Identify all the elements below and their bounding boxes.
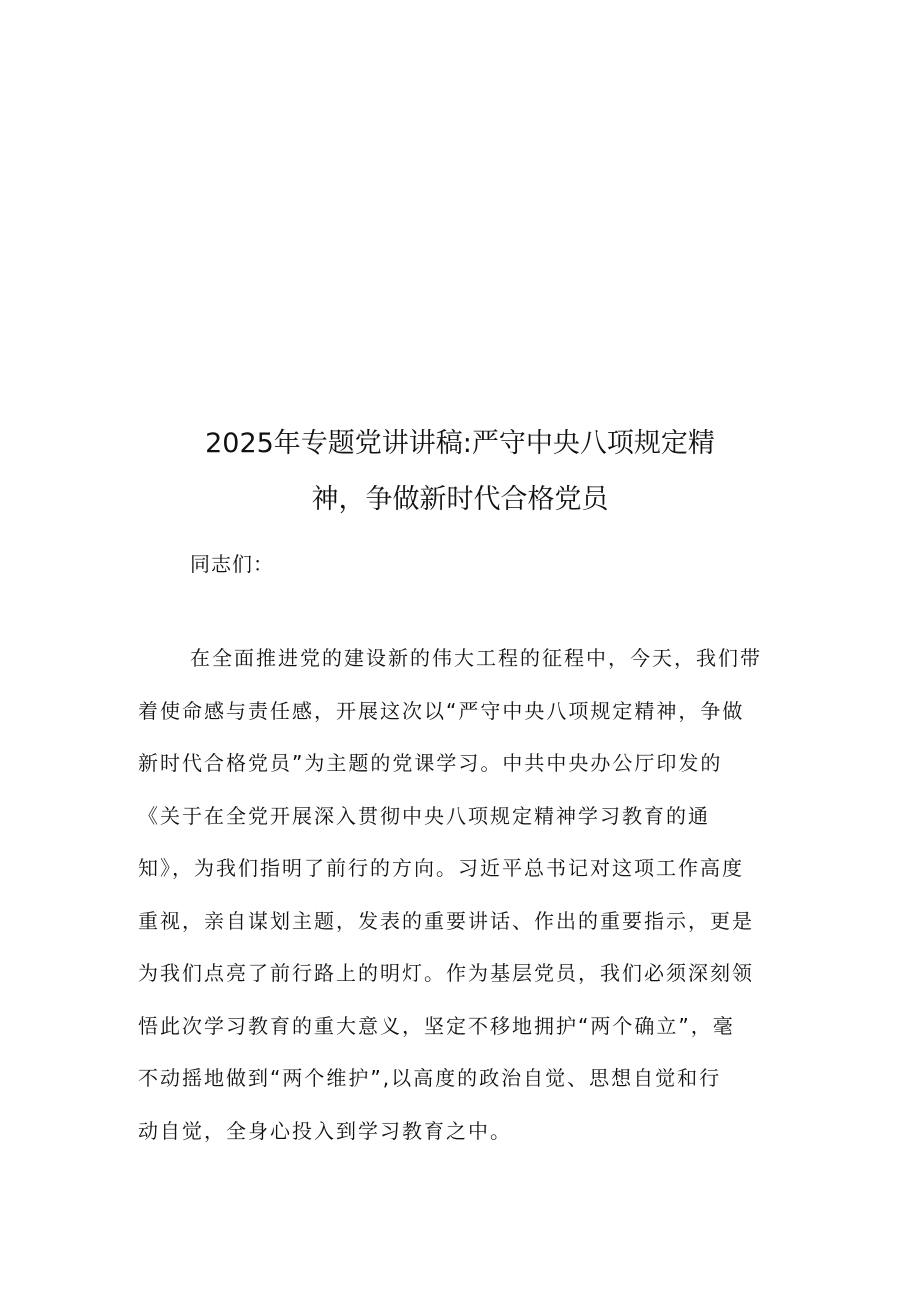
paragraph-line: 新时代合格党员”为主题的党课学习。中共中央办公厅印发的 [138,751,723,775]
paragraph-line: 着使命感与责任感，开展这次以“严守中央八项规定精神，争做 [138,698,745,723]
body-paragraph [138,640,788,1165]
paragraph-line: 为我们点亮了前行路上的明灯。作为基层党员，我们必须深刻领 [138,961,754,985]
paragraph-line: 《关于在全党开展深入贯彻中央八项规定精神学习教育的通 [138,803,710,828]
paragraph-line: 动自觉，全身心投入到学习教育之中。 [138,1118,512,1143]
paragraph-line: 知》，为我们指明了前行的方向。习近平总书记对这项工作高度 [138,856,744,880]
title-line-2: 神，争做新时代合格党员 [311,484,609,516]
paragraph-line: 重视，亲自谋划主题，发表的重要讲话、作出的重要指示，更是 [138,908,754,933]
paragraph-line: 不动摇地做到“两个维护”,以高度的政治自觉、思想自觉和行 [138,1066,722,1090]
paragraph-line: 在全面推进党的建设新的伟大工程的征程中，今天，我们带 [190,646,762,670]
title-line-1: 2025年专题党讲讲稿:严守中央八项规定精 [205,428,715,460]
paragraph-line: 悟此次学习教育的重大意义，坚定不移地拥护“两个确立”，毫 [138,1013,735,1038]
salutation: 同志们： [190,552,274,576]
document-title [130,416,790,528]
